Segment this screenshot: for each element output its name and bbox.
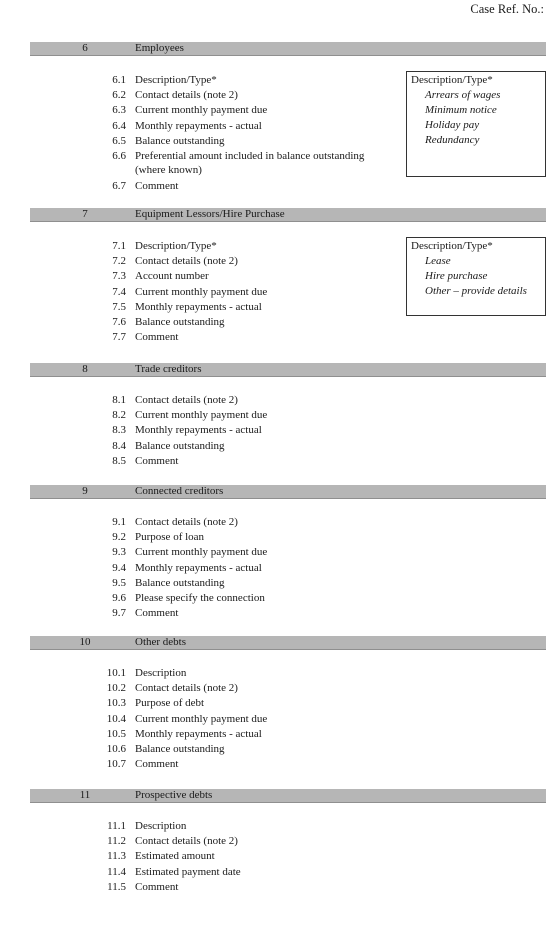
legend-title: Description/Type* bbox=[411, 240, 493, 252]
list-item bbox=[0, 865, 420, 880]
item-number: 10.6 bbox=[106, 742, 126, 755]
section-title: Equipment Lessors/Hire Purchase bbox=[135, 208, 285, 220]
case-ref-label: Case Ref. No.: bbox=[470, 2, 544, 16]
item-number: 10.7 bbox=[106, 758, 126, 771]
list-item bbox=[0, 545, 420, 560]
list-item bbox=[0, 119, 420, 134]
list-item bbox=[0, 103, 420, 118]
item-label: Balance outstanding bbox=[135, 315, 225, 328]
list-item bbox=[0, 515, 420, 530]
legend-entry: Minimum notice bbox=[425, 104, 497, 116]
list-item bbox=[0, 315, 420, 330]
section-header bbox=[30, 636, 546, 650]
list-item bbox=[0, 269, 420, 284]
item-label: Balance outstanding bbox=[135, 134, 225, 147]
item-label: Monthly repayments - actual bbox=[135, 300, 262, 313]
item-label: Balance outstanding bbox=[135, 742, 225, 755]
item-label: Comment bbox=[135, 607, 179, 620]
item-number: 8.1 bbox=[112, 394, 126, 406]
list-item bbox=[0, 439, 420, 454]
section-header bbox=[30, 42, 546, 56]
list-item bbox=[0, 681, 420, 696]
list-item bbox=[0, 576, 420, 591]
item-number: 10.4 bbox=[106, 712, 126, 725]
legend-entry: Redundancy bbox=[425, 134, 480, 146]
section-title: Trade creditors bbox=[135, 363, 202, 375]
item-label: Contact details (note 2) bbox=[135, 89, 238, 102]
item-label: Contact details (note 2) bbox=[135, 394, 238, 406]
list-item bbox=[0, 666, 420, 681]
item-label: Please specify the connection bbox=[135, 591, 265, 604]
item-label: Contact details (note 2) bbox=[135, 835, 238, 848]
item-label: Estimated amount bbox=[135, 850, 215, 863]
item-number: 10.5 bbox=[106, 727, 126, 740]
section-number: 8 bbox=[82, 363, 88, 375]
list-item bbox=[0, 606, 420, 621]
item-number: 6.6 bbox=[112, 149, 126, 162]
item-number: 6.3 bbox=[112, 104, 126, 117]
item-label: Comment bbox=[135, 179, 179, 192]
list-item bbox=[0, 727, 420, 742]
item-number: 11.2 bbox=[107, 835, 126, 848]
item-label: Balance outstanding bbox=[135, 439, 225, 452]
item-label: Comment bbox=[135, 880, 179, 893]
list-item bbox=[0, 393, 420, 408]
item-number: 8.5 bbox=[112, 454, 126, 467]
list-item bbox=[0, 742, 420, 757]
section-title: Other debts bbox=[135, 636, 187, 648]
item-label: Balance outstanding bbox=[135, 576, 225, 589]
list-item bbox=[0, 239, 420, 254]
list-item bbox=[0, 88, 420, 103]
list-item bbox=[0, 880, 420, 895]
section-number: 10 bbox=[79, 636, 91, 648]
section-item-list bbox=[0, 393, 420, 469]
item-label: Preferential amount included in balance outstanding bbox=[135, 149, 365, 162]
list-item bbox=[0, 819, 420, 834]
item-number: 11.4 bbox=[107, 865, 126, 878]
item-label: Estimated payment date bbox=[135, 865, 241, 878]
item-number: 9.6 bbox=[112, 591, 126, 604]
list-item bbox=[0, 849, 420, 864]
item-number: 10.3 bbox=[106, 697, 126, 710]
list-item bbox=[0, 591, 420, 606]
item-number: 7.7 bbox=[112, 331, 126, 344]
list-item bbox=[0, 285, 420, 300]
legend-entry: Arrears of wages bbox=[425, 89, 501, 101]
item-number: 7.4 bbox=[112, 285, 126, 298]
item-label: Contact details (note 2) bbox=[135, 516, 238, 528]
item-label: Purpose of debt bbox=[135, 697, 205, 710]
section-title: Connected creditors bbox=[135, 485, 224, 497]
description-type-legend bbox=[406, 237, 546, 316]
item-number: 11.3 bbox=[107, 850, 126, 863]
legend-title: Description/Type* bbox=[411, 74, 493, 86]
list-item bbox=[0, 179, 420, 194]
legend-entry: Other – provide details bbox=[425, 285, 527, 297]
item-number: 9.2 bbox=[112, 531, 126, 544]
list-item bbox=[0, 300, 420, 315]
item-number: 8.4 bbox=[112, 439, 126, 452]
item-label: Comment bbox=[135, 454, 179, 467]
item-number: 11.1 bbox=[107, 820, 126, 832]
item-label: Monthly repayments - actual bbox=[135, 119, 262, 132]
section-number: 7 bbox=[82, 208, 88, 220]
item-number: 7.5 bbox=[112, 300, 126, 313]
description-type-legend bbox=[406, 71, 546, 177]
list-item bbox=[0, 330, 420, 345]
item-label: Comment bbox=[135, 331, 179, 344]
section-item-list bbox=[0, 73, 420, 194]
section-header bbox=[30, 363, 546, 377]
item-label: Current monthly payment due bbox=[135, 409, 268, 422]
item-label: Purpose of loan bbox=[135, 531, 205, 544]
item-label: Description/Type* bbox=[135, 240, 217, 252]
list-item bbox=[0, 757, 420, 772]
item-label: Comment bbox=[135, 758, 179, 771]
item-number: 9.7 bbox=[112, 607, 126, 620]
list-item bbox=[0, 561, 420, 576]
section-number: 6 bbox=[82, 42, 88, 54]
list-item bbox=[0, 149, 420, 179]
list-item bbox=[0, 530, 420, 545]
item-number: 9.3 bbox=[112, 546, 126, 559]
item-label: Monthly repayments - actual bbox=[135, 561, 262, 574]
item-label-continued: (where known) bbox=[135, 163, 202, 176]
item-label: Current monthly payment due bbox=[135, 546, 268, 559]
item-number: 11.5 bbox=[107, 880, 126, 893]
section-number: 11 bbox=[79, 789, 91, 801]
section-item-list bbox=[0, 239, 420, 345]
list-item bbox=[0, 712, 420, 727]
item-number: 7.3 bbox=[112, 270, 126, 283]
item-label: Current monthly payment due bbox=[135, 285, 268, 298]
legend-entry: Holiday pay bbox=[425, 119, 480, 131]
item-label: Contact details (note 2) bbox=[135, 255, 238, 268]
item-number: 8.3 bbox=[112, 424, 126, 437]
legend-entry: Hire purchase bbox=[425, 270, 488, 282]
item-number: 10.1 bbox=[106, 667, 126, 679]
item-number: 6.7 bbox=[112, 179, 126, 192]
item-label: Description bbox=[135, 820, 187, 832]
list-item bbox=[0, 134, 420, 149]
item-label: Current monthly payment due bbox=[135, 104, 268, 117]
item-number: 8.2 bbox=[112, 409, 126, 422]
item-label: Contact details (note 2) bbox=[135, 682, 238, 695]
section-title: Employees bbox=[135, 42, 184, 54]
list-item bbox=[0, 423, 420, 438]
legend-entry: Lease bbox=[425, 255, 451, 267]
item-number: 9.5 bbox=[112, 576, 126, 589]
item-number: 6.5 bbox=[112, 134, 126, 147]
item-label: Account number bbox=[135, 270, 209, 283]
list-item bbox=[0, 73, 420, 88]
item-label: Description/Type* bbox=[135, 74, 217, 86]
item-number: 6.2 bbox=[112, 89, 126, 102]
list-item bbox=[0, 254, 420, 269]
item-label: Current monthly payment due bbox=[135, 712, 268, 725]
item-number: 7.6 bbox=[112, 315, 126, 328]
section-item-list bbox=[0, 515, 420, 621]
section-header bbox=[30, 208, 546, 222]
list-item bbox=[0, 696, 420, 711]
item-number: 7.2 bbox=[112, 255, 126, 268]
item-number: 9.4 bbox=[112, 561, 126, 574]
section-header bbox=[30, 789, 546, 803]
item-number: 7.1 bbox=[112, 240, 126, 252]
section-item-list bbox=[0, 666, 420, 772]
section-title: Prospective debts bbox=[135, 789, 213, 801]
section-item-list bbox=[0, 819, 420, 895]
item-number: 6.4 bbox=[112, 119, 126, 132]
section-number: 9 bbox=[82, 485, 88, 497]
item-number: 6.1 bbox=[112, 74, 126, 86]
item-label: Monthly repayments - actual bbox=[135, 727, 262, 740]
list-item bbox=[0, 408, 420, 423]
section-header bbox=[30, 485, 546, 499]
item-number: 9.1 bbox=[112, 516, 126, 528]
item-label: Description bbox=[135, 667, 187, 679]
item-number: 10.2 bbox=[106, 682, 126, 695]
list-item bbox=[0, 454, 420, 469]
list-item bbox=[0, 834, 420, 849]
item-label: Monthly repayments - actual bbox=[135, 424, 262, 437]
